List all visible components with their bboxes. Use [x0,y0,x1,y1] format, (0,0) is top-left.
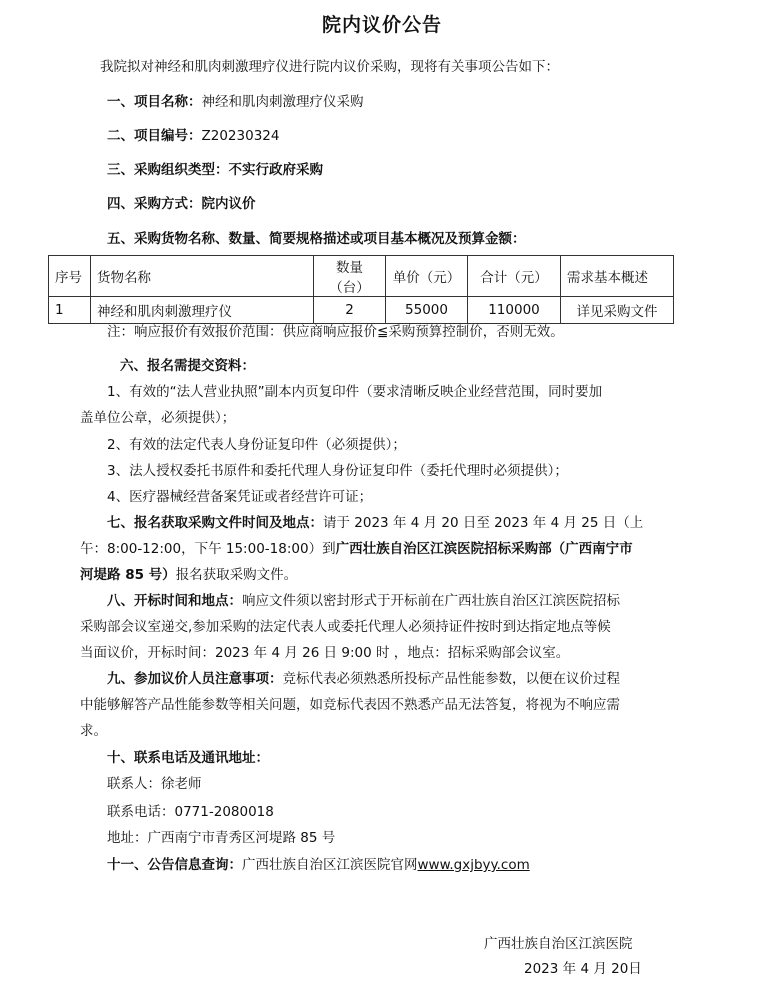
section-6-label: 六、报名需提交资料： [120,358,255,374]
section-7-line-2 [80,537,633,557]
header-index: 序号 [49,256,91,297]
section-2-label: 二、项目编号： [107,128,202,144]
cell-goods-name: 神经和肌肉刺激理疗仪 [91,297,314,324]
header-total: 合计（元） [468,256,561,297]
signature-date: 2023 年 4 月 20日 [524,961,642,977]
section-3 [107,158,323,178]
section-9-label: 九、参加议价人员注意事项： [107,671,283,687]
goods-table [48,255,674,324]
section-4-label: 四、采购方式： [107,196,202,212]
hospital-website-link[interactable]: www.gxjbyy.com [417,857,530,873]
intro-text: 我院拟对神经和肌肉刺激理疗仪进行院内议价采购，现将有关事项公告如下： [100,59,559,75]
s6-item-2: 2、有效的法定代表人身份证复印件（必须提供）； [107,437,406,453]
cell-quantity: 2 [314,297,386,324]
header-goods-name: 货物名称 [91,256,314,297]
section-7-text-1: 请于 2023 年 4 月 20 日至 2023 年 4 月 25 日（上 [323,515,644,531]
section-7-line-1 [107,511,643,531]
section-10-label: 十、联系电话及通讯地址： [107,750,269,766]
section-9-line-1 [107,667,620,687]
contact-address: 地址：广西南宁市青秀区河堤路 85 号 [107,830,336,846]
section-8-line-2: 采购部会议室递交,参加采购的法定代表人或委托代理人必须持证件按时到达指定地点等候 [80,619,611,635]
header-quantity: 数量（台） [314,256,386,297]
procurement-type: 不实行政府采购 [228,162,323,178]
contact-person: 联系人：徐老师 [107,776,202,792]
section-5-label: 五、采购货物名称、数量、简要规格描述或项目基本概况及预算金额： [107,231,526,247]
cell-index: 1 [49,297,91,324]
section-7-text-3: 报名获取采购文件。 [175,567,298,583]
section-2 [107,124,279,144]
project-name: 神经和肌肉刺激理疗仪采购 [201,94,364,110]
section-7-text-2: 午：8:00-12:00，下午 15:00-18:00）到 [80,541,336,557]
contact-phone: 联系电话：0771-2080018 [107,804,274,820]
price-note: 注：响应报价有效报价范围：供应商响应报价≦采购预算控制价，否则无效。 [107,324,564,340]
s6-item-1-cont: 盖单位公章，必须提供）； [80,410,236,426]
section-8-label: 八、开标时间和地点： [107,593,242,609]
section-7-label: 七、报名获取采购文件时间及地点： [107,515,323,531]
section-9-line-3: 求。 [80,723,107,739]
s6-item-3: 3、法人授权委托书原件和委托代理人身份证复印件（委托代理时必须提供）； [107,463,568,479]
section-1 [107,90,364,110]
section-8-line-1 [107,589,620,609]
section-1-label: 一、项目名称： [107,94,202,110]
s6-item-1: 1、有效的“法人营业执照”副本内页复印件（要求清晰反映企业经营范围，同时要加 [107,384,603,400]
s6-item-4: 4、医疗器械经营备案凭证或者经营许可证； [107,489,373,505]
section-3-label: 三、采购组织类型： [107,162,229,178]
section-8-line-3: 当面议价，开标时间：2023 年 4 月 26 日 9:00 时 ，地点：招标采购部会议室。 [80,645,570,661]
page-title: 院内议价公告 [321,14,442,36]
section-11-label: 十一、公告信息查询： [107,857,242,873]
project-number: Z20230324 [201,128,280,144]
cell-unit-price: 55000 [386,297,468,324]
section-11 [107,853,530,873]
section-11-text: 广西壮族自治区江滨医院官网 [242,857,418,873]
header-unit-price: 单价（元） [386,256,468,297]
section-4 [107,192,256,212]
section-9-text-1: 竞标代表必须熟悉所投标产品性能参数，以便在议价过程 [282,671,620,687]
procurement-method: 院内议价 [201,196,256,212]
cell-requirement: 详见采购文件 [561,297,674,324]
cell-total: 110000 [468,297,561,324]
section-7-location: 广西壮族自治区江滨医院招标采购部（广西南宁市 [335,541,633,557]
table-header-row [49,256,674,297]
section-8-text-1: 响应文件须以密封形式于开标前在广西壮族自治区江滨医院招标 [242,593,620,609]
section-9-line-2: 中能够解答产品性能参数等相关问题，如竞标代表因不熟悉产品无法答复，将视为不响应需 [80,697,620,713]
section-7-line-3 [80,563,297,583]
section-7-address: 河堤路 85 号） [80,567,176,583]
signature-org: 广西壮族自治区江滨医院 [484,936,633,952]
header-requirement: 需求基本概述 [561,256,674,297]
